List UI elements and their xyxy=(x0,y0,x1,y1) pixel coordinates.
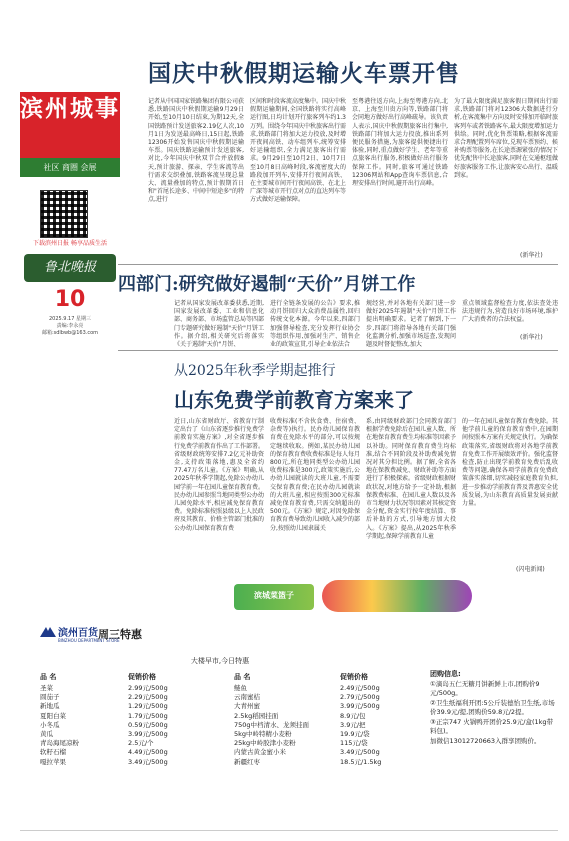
table1-product-name: 圆茄子 xyxy=(40,693,60,702)
article1-column: 至粤港往返方向,上海至粤港方向,北京、上海至川贵方向等,铁路部门将会同地方做好出行高峰疏导。该负责人表示,国庆中秋假期旅客出行集中,铁路部门将加大运力投放,推出系列便民服务措施,为旅客提供便捷出行体验,同时,重点做好学生、老年等重点旅客出行服务,积极做好出行服务保障工作。同时,旅客可通过铁路12306网站和App查询车票信息,合理安排出行时间,避开出行高峰。 xyxy=(352,98,449,188)
group-buy-item: ①滴岛五仁无糖月饼新鲜上市,团购价9元/500g。 xyxy=(430,679,540,697)
table2-product-name: 750g中档清水、龙须挂面 xyxy=(234,720,310,729)
footer-rule xyxy=(20,830,558,831)
page-number: 10 xyxy=(54,287,86,312)
article3-kicker: 从2025年秋季学期起推行 xyxy=(174,363,336,379)
table1-product-price: 0.59元/500g xyxy=(128,720,168,729)
promo-title: 周三特惠 xyxy=(98,628,142,641)
table2-names xyxy=(234,684,309,767)
group-buy-title: 团购信息: xyxy=(430,670,461,678)
article2-column: 重点领域监督检查力度,依法查处违法违规行为,营造良好市场环境,维护广大消费者的合法权益。 xyxy=(462,300,558,324)
section-list: 社区 商圈 会展 xyxy=(43,163,97,172)
table1-names xyxy=(40,684,79,767)
table2-product-name: 25kg中岭胶津小麦粉 xyxy=(234,739,296,748)
table2-product-name: 2.5kg稻园挂面 xyxy=(234,711,279,720)
store-name-en: BINZHOU DEPARTMENT STORE xyxy=(58,638,120,643)
promo-slogan: 大楼早市,今日特惠 xyxy=(190,657,250,665)
table1-product-price: 3.49元/500g xyxy=(128,757,168,766)
divider xyxy=(118,264,558,265)
table1-header-name: 品 名 xyxy=(40,673,57,681)
table2-product-price: 2.79元/500g xyxy=(340,693,380,702)
article2-column: 记者从国家发展改革委获悉,近期,国家发展改革委、工业和信息化部、商务部、市场监管总局等四部门专题研究做好遏制"天价"月饼工作。据介绍,相关研究后将落实《关于遏制"天价"月饼、 xyxy=(174,300,265,349)
table2-header-name: 品 名 xyxy=(234,673,251,681)
column-title: 滨州城事 xyxy=(20,95,120,122)
store-name: 滨州百货 xyxy=(58,628,98,639)
table1-product-price: 2.29元/500g xyxy=(128,693,168,702)
group-buy-item: 加微信13012720663入群享团购价。 xyxy=(430,736,541,745)
vegetables-image xyxy=(322,580,472,612)
article3-headline: 山东免费学前教育方案来了 xyxy=(174,388,414,412)
table1-product-name: 新地瓜 xyxy=(40,702,60,711)
table1-product-price: 4.49元/500g xyxy=(128,748,168,757)
table2-product-name: 鲢鱼 xyxy=(234,684,247,692)
group-buy-info xyxy=(430,670,558,746)
table2-product-price: 2.49元/500g xyxy=(340,684,380,692)
qr-caption: 下载滨州日报 畅享品质生活 xyxy=(33,240,107,247)
table2-product-name: 5kg中岭特精小麦粉 xyxy=(234,730,292,739)
newspaper-logo: 鲁北晚报 xyxy=(24,254,116,282)
table2-prices xyxy=(340,684,381,767)
table1-product-price: 2.5元/个 xyxy=(128,739,154,748)
article2-column: 进行全链条发展的公告》要求,推动月饼回归大众消费品属性,回归传统文化本源。今年以来,四部门加强督导检查,充分发挥行业协会等组织作用,加强对生产、销售企业的政策宣贯,引导企业依法合 xyxy=(270,300,360,349)
table2-header-price: 促销价格 xyxy=(340,673,368,681)
article1-column: 记者从中国国家铁路集团有限公司获悉,铁路国庆中秋假期运输9月29日开始,至10月10日结束,为期12天,全国铁路预计发送旅客2.19亿人次,10月1日为发送最高峰日,15日起,铁路12306开始发售国庆中秋假期运输车票。国庆铁路运输预计发送旅客,对比,今年国庆中秋双节合并放假8天,预计旅游、探亲、学生客流等出行需求交织叠加,铁路客流呈现总量大、流量叠加的特点,预计假期首日和"首尾长途多、中间中短途多"的特点,进行 xyxy=(148,98,245,204)
table2-product-name: 内蒙古黄金蜜小米 xyxy=(234,748,286,757)
article1-column: 区间和时段客流高度集中。国庆中秋假期运输期间,全国铁路将实行高峰运行图,日均计划开行旅客列车约1.3万列。围绕今年国庆中秋旅客出行需求,铁路部门将加大运力投放,及时增开夜间高铁、动车组列车,统筹安排好运输组织,全力满足旅客出行需求。9月29日至10月2日、10月7日至10月8日高峰时段,客流密度大的路段加开列车,安排开行夜间高铁、在主要城市间开行夜间高铁、在北上广深等城市开行点对点的直达列车等方式做好运输保障。 xyxy=(250,98,347,204)
table2-product-price: 3.99元/500g xyxy=(340,702,380,711)
table1-product-name: 软籽石榴 xyxy=(40,748,66,757)
ad-banner-label: 滨城菜篮子 xyxy=(254,591,294,600)
table1-product-price: 3.99元/500g xyxy=(128,730,168,739)
table1-product-price: 2.99元/500g xyxy=(128,684,168,692)
table2-product-price: 3.49元/500g xyxy=(340,748,380,757)
issue-date: 2025.9.17 星期三 xyxy=(48,316,92,322)
article1-source: (新华社) xyxy=(520,252,543,259)
table1-product-name: 夏阳白菜 xyxy=(40,711,66,720)
article2-source: (新华社) xyxy=(520,334,543,341)
group-buy-item: ③正宗747 火锅鸭开团价25.9元/盒(1kg带料包)。 xyxy=(430,717,554,735)
qr-code-icon[interactable] xyxy=(40,190,88,238)
article3-column: 收费标准(不含伙食费、住宿费、杂费等)执行。民办幼儿园保育教育费在免除水平的部分,可以按规定继续收取。例如,某民办幼儿园的保育教育费收费标准是每人每月800元,所在地同类型公办幼儿园收费标准是300元,政策实施后,公办幼儿园就读的大班儿童,不需要交保育教育费;在民办幼儿园就读的大班儿童,相应按照300元标准减免保育教育费,只需交纳超出的500元。《方案》规定,对因免除保育教育费导致幼儿园收入减少的部分,按照幼儿园隶属关 xyxy=(270,418,361,532)
table2-product-price: 8.9元/包 xyxy=(340,711,366,720)
table1-product-price: 1.29元/500g xyxy=(128,702,168,711)
table1-prices xyxy=(128,684,168,767)
table2-product-name: 云南蜜桔 xyxy=(234,693,260,702)
article3-column: 近日,山东省财政厅、省教育厅制定出台了《山东省逐步推行免费学前教育实施方案》,对全省逐步推行免费学前教育作出了工作部署。省级财政统筹安排7.2亿元补助资金,支持政策落地,惠及全省约77.47万名儿童。《方案》明确,从2025年秋季学期起,免除公办幼儿园学前一年在园儿童保育教育费。民办幼儿园参照当地同类型公办幼儿园免除水平,相应减免保育教育费。免除标准按照县级以上人民政府及其教育、价格主管部门批准的公办幼儿园保育教育费 xyxy=(174,418,265,532)
table2-product-price: 18.5元/1.5kg xyxy=(340,757,382,766)
table2-product-price: 19.9元/袋 xyxy=(340,730,370,739)
email: 邮箱:sdlbwb@163.com xyxy=(41,330,99,336)
store-logo-icon xyxy=(40,625,56,639)
table1-product-name: 黄瓜 xyxy=(40,730,53,739)
editor: 责编:李永亮 xyxy=(56,323,84,329)
table1-product-name: 圣菜 xyxy=(40,684,53,692)
table2-product-name: 大青州蜜 xyxy=(234,702,260,711)
article1-column: 为了最大限度满足旅客假日期间出行需求,铁路部门将对12306大数据进行分析,在客流集中方向及时安排加开临时旅客列车或者铁路客车,最大限度增加运力供给。同时,优化售票策略,根据客流需求合理配置列车席位,兑现车票预约、候补购票等服务,在长途票源紧张的情况下优先配售中长途旅客,同时在交通枢纽做好旅客服务工作,让旅客安心出行、温暖到家。 xyxy=(454,98,558,179)
article3-column: 的一年在园儿童保育教育费免除。其他学前儿童的保育教育费中,在园期间按照本方案有关规定执行。为确保政策落实,省级财政将对各地学前教育免费工作开展绩效评价。强化监督检查,防止出现学前教育免费后乱收费等问题,确保各项学前教育免费政策落实落细,切实减轻家庭教育负担,进一步推动学前教育普及普惠安全优质发展,为山东教育高质量发展贡献力量。 xyxy=(462,418,559,508)
table1-product-name: 嘎拉苹果 xyxy=(40,757,66,766)
table1-header-price: 促销价格 xyxy=(128,673,156,681)
article3-column: 系,由同级财政部门会同教育部门根据学费免除后在园儿童人数、所在地保育教育费生均标准等因素予以补助。同时保育教育费生均标准,结合不同阶段及补助费减免情况对其分担比例。据了解,全省各地在保教费减免、财政补助等方面进行了积极探索。省级财政根据财政状况,对地方给予一定补助,根据保教费标准、在园儿童人数以及各市当地财力状况等因素对其核定资金分配,资金实行按年度结算、事后补助的方式,引导地方加大投入。《方案》提出,从2025年秋季学期起,保障学前教育儿童 xyxy=(366,418,457,540)
article2-headline: 四部门:研究做好遏制“天价”月饼工作 xyxy=(118,274,416,295)
article2-column: 规经营,并对各地有关部门进一步做好2025年遏制"天价"月饼工作提出明确要求。记者了解到,下一步,四部门将指导各地有关部门强化监测分析,加强市场巡查,发现问题及时督促整改,加大 xyxy=(366,300,456,349)
table2-product-name: 新疆红枣 xyxy=(234,757,260,766)
issue-meta xyxy=(20,316,120,337)
table1-product-name: 小冬瓜 xyxy=(40,720,60,729)
group-buy-item: ②卫生纸福利开团:5公斤装德怡卫生纸,市场价39.9元/提,团购价59.8元/2提。 xyxy=(430,698,555,716)
divider xyxy=(118,350,558,351)
table1-product-price: 1.79元/500g xyxy=(128,711,168,720)
article1-headline: 国庆中秋假期运输火车票开售 xyxy=(148,60,460,87)
table2-product-price: 3.9元/把 xyxy=(340,720,366,729)
article3-source: (闪电新闻) xyxy=(516,566,545,573)
table1-product-name: 青岛海尾凉粉 xyxy=(40,739,79,748)
table2-product-price: 115元/袋 xyxy=(340,739,368,748)
